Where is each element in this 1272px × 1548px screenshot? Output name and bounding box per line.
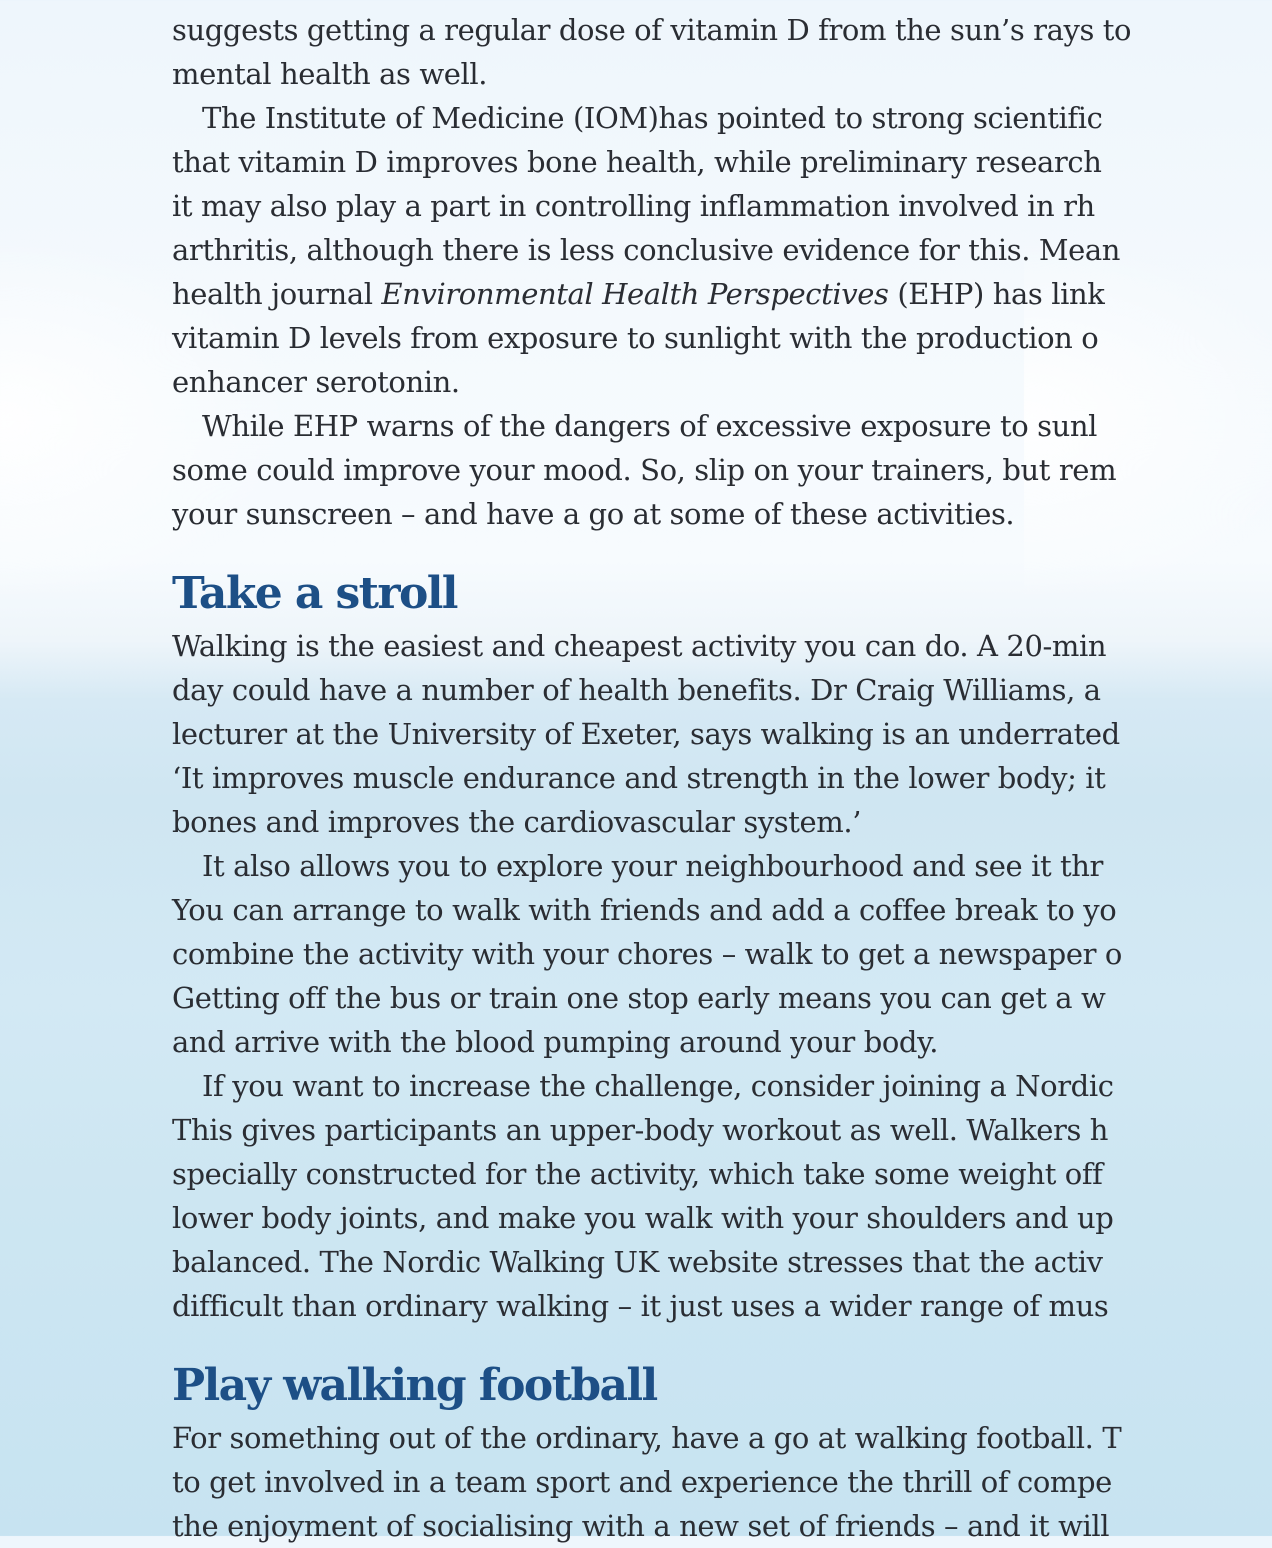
body-text-line: specially constructed for the activity, which take some weight off <box>172 1157 1103 1191</box>
body-text-line: It also allows you to explore your neighbourhood and see it thr <box>202 849 1104 883</box>
body-text-line: and arrive with the blood pumping around your body. <box>172 1025 939 1059</box>
body-text-line: vitamin D levels from exposure to sunlight with the production o <box>172 321 1099 355</box>
body-text-line: some could improve your mood. So, slip on your trainers, but rem <box>172 453 1117 487</box>
body-text-line: your sunscreen – and have a go at some of these activities. <box>172 497 1015 531</box>
body-text-line: difficult than ordinary walking – it just uses a wider range of mus <box>172 1289 1109 1323</box>
body-text-line: suggests getting a regular dose of vitamin D from the sun’s rays to <box>172 13 1132 47</box>
body-text-line: lower body joints, and make you walk with your shoulders and up <box>172 1201 1114 1235</box>
body-text-line: balanced. The Nordic Walking UK website stresses that the activ <box>172 1245 1103 1279</box>
body-text-line: Walking is the easiest and cheapest activity you can do. A 20-min <box>172 629 1107 663</box>
body-text-segment: health journal <box>172 277 373 311</box>
body-text-line: combine the activity with your chores – walk to get a newspaper o <box>172 937 1122 971</box>
body-text-line: bones and improves the cardiovascular system.’ <box>172 805 862 839</box>
section-heading: Play walking football <box>172 1360 657 1411</box>
body-text-line: it may also play a part in controlling inflammation involved in rh <box>172 189 1095 223</box>
body-text-line: While EHP warns of the dangers of excessive exposure to sunl <box>202 409 1098 443</box>
body-text-line: to get involved in a team sport and experience the thrill of compe <box>172 1465 1112 1499</box>
body-text-line: the enjoyment of socialising with a new set of friends – and it will <box>172 1509 1110 1543</box>
journal-title: Environmental Health Perspectives <box>381 277 889 311</box>
body-text-line: ‘It improves muscle endurance and strength in the lower body; it <box>172 761 1106 795</box>
body-text-line: This gives participants an upper-body workout as well. Walkers h <box>172 1113 1109 1147</box>
body-text-line: lecturer at the University of Exeter, says walking is an underrated <box>172 717 1120 751</box>
body-text-line: For something out of the ordinary, have a go at walking football. T <box>172 1421 1122 1455</box>
body-text-line: enhancer serotonin. <box>172 365 460 399</box>
body-text-line: mental health as well. <box>172 57 488 91</box>
body-text-line: Getting off the bus or train one stop early means you can get a w <box>172 981 1106 1015</box>
body-text-segment: (EHP) has link <box>888 277 1105 311</box>
body-text-line: that vitamin D improves bone health, while preliminary research <box>172 145 1102 179</box>
body-text-line <box>172 272 1104 316</box>
body-text-line: day could have a number of health benefits. Dr Craig Williams, a <box>172 673 1101 707</box>
body-text-line: The Institute of Medicine (IOM)has pointed to strong scientific <box>202 101 1103 135</box>
body-text-line: You can arrange to walk with friends and add a coffee break to yo <box>172 893 1117 927</box>
section-heading: Take a stroll <box>172 568 457 619</box>
body-text-line: arthritis, although there is less conclusive evidence for this. Mean <box>172 233 1121 267</box>
body-text-line: If you want to increase the challenge, consider joining a Nordic <box>202 1069 1114 1103</box>
